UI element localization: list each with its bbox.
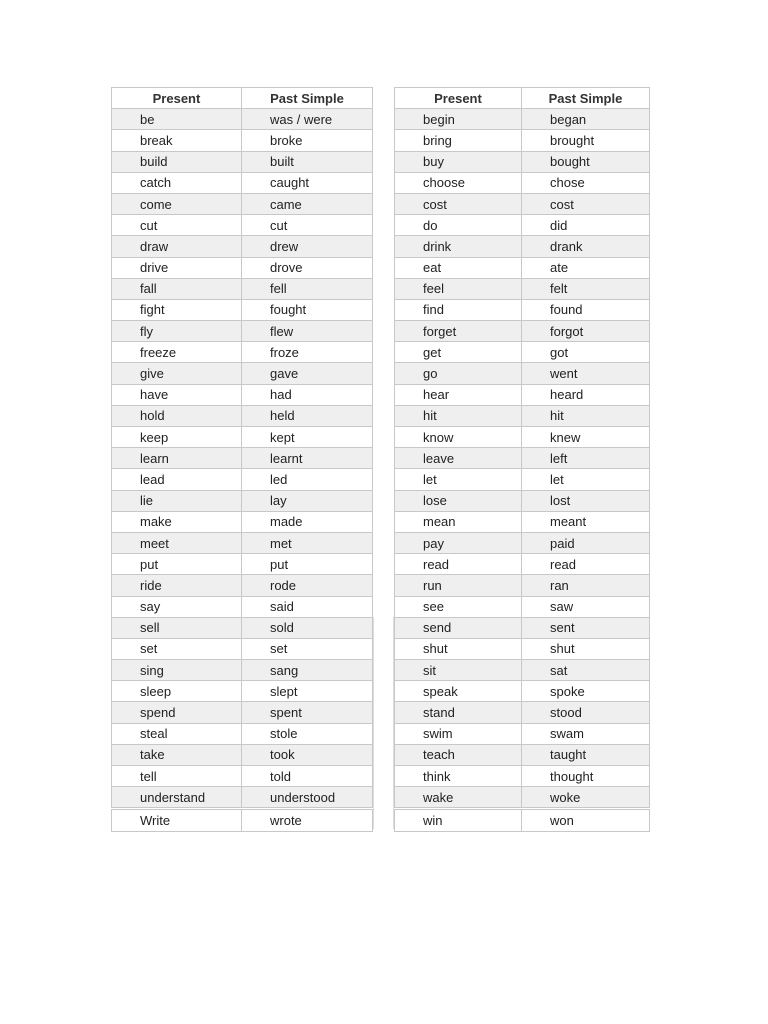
present-cell: drink [395,236,522,257]
present-cell: sit [395,660,522,681]
table-row [395,193,650,214]
past-simple-cell: met [242,532,373,553]
present-cell: fall [112,278,242,299]
past-simple-cell: sold [242,617,373,638]
present-cell: go [395,363,522,384]
present-cell: take [112,744,242,765]
present-cell: stand [395,702,522,723]
table-row [112,215,373,236]
present-cell: fight [112,299,242,320]
past-simple-cell: froze [242,342,373,363]
past-simple-cell: lay [242,490,373,511]
table-row [395,257,650,278]
table-row [395,321,650,342]
past-simple-cell: came [242,193,373,214]
table-row [395,172,650,193]
past-simple-cell: chose [522,172,650,193]
present-cell: tell [112,766,242,787]
past-simple-cell: kept [242,427,373,448]
table-row [395,511,650,532]
present-cell: do [395,215,522,236]
table-row [112,575,373,596]
header-present: Present [112,88,242,109]
table-row [112,532,373,553]
present-cell: ride [112,575,242,596]
past-simple-cell: spoke [522,681,650,702]
table-row [112,638,373,659]
past-simple-cell: shut [522,638,650,659]
table-row [112,236,373,257]
table-row [112,109,373,130]
table-row [112,384,373,405]
table-row [395,766,650,787]
present-cell: hear [395,384,522,405]
past-simple-cell: made [242,511,373,532]
table-row [112,681,373,702]
table-row [395,702,650,723]
table-row [395,278,650,299]
past-simple-cell: sang [242,660,373,681]
table-row [395,427,650,448]
table-row [112,723,373,744]
present-cell: pay [395,532,522,553]
present-cell: mean [395,511,522,532]
present-cell: draw [112,236,242,257]
past-simple-cell: flew [242,321,373,342]
table-row [112,363,373,384]
past-simple-cell: read [522,554,650,575]
present-cell: get [395,342,522,363]
table-row [112,702,373,723]
table-row [395,490,650,511]
table-row [395,384,650,405]
present-cell: lie [112,490,242,511]
past-simple-cell: cut [242,215,373,236]
past-simple-cell: stole [242,723,373,744]
past-simple-cell: sat [522,660,650,681]
past-simple-cell: meant [522,511,650,532]
table-row [112,448,373,469]
present-cell: teach [395,744,522,765]
table-row [112,596,373,617]
past-simple-cell: drew [242,236,373,257]
past-simple-cell: knew [522,427,650,448]
table-row [395,299,650,320]
past-simple-cell: caught [242,172,373,193]
table-row [395,617,650,638]
table-row [112,490,373,511]
irregular-verbs-table-left [111,87,373,832]
table-row [112,278,373,299]
table-row [395,723,650,744]
past-simple-cell: broke [242,130,373,151]
table-row [395,681,650,702]
present-cell: sell [112,617,242,638]
past-simple-cell: hit [522,405,650,426]
past-simple-cell: was / were [242,109,373,130]
present-cell: put [112,554,242,575]
present-cell: let [395,469,522,490]
present-cell: hit [395,405,522,426]
past-simple-cell: sent [522,617,650,638]
table-row [112,130,373,151]
past-simple-cell: lost [522,490,650,511]
table-row [112,660,373,681]
past-simple-cell: felt [522,278,650,299]
table-row [395,215,650,236]
present-cell: bring [395,130,522,151]
past-simple-cell: heard [522,384,650,405]
present-cell: learn [112,448,242,469]
table-row [395,638,650,659]
header-row [395,88,650,109]
past-simple-cell: learnt [242,448,373,469]
present-cell: break [112,130,242,151]
table-row [395,660,650,681]
table-row [112,766,373,787]
table-row [112,809,373,831]
table-row [112,469,373,490]
table-row [112,511,373,532]
table-row [112,299,373,320]
past-simple-cell: cost [522,193,650,214]
past-simple-cell: did [522,215,650,236]
past-simple-cell: fought [242,299,373,320]
present-cell: say [112,596,242,617]
present-cell: leave [395,448,522,469]
past-simple-cell: understood [242,787,373,809]
past-simple-cell: swam [522,723,650,744]
table-row [112,151,373,172]
table-row [112,787,373,809]
table-row [395,575,650,596]
present-cell: cut [112,215,242,236]
present-cell: sleep [112,681,242,702]
present-cell: steal [112,723,242,744]
present-cell: drive [112,257,242,278]
past-simple-cell: stood [522,702,650,723]
past-simple-cell: began [522,109,650,130]
past-simple-cell: paid [522,532,650,553]
past-simple-cell: let [522,469,650,490]
past-simple-cell: took [242,744,373,765]
present-cell: fly [112,321,242,342]
present-cell: be [112,109,242,130]
past-simple-cell: taught [522,744,650,765]
present-cell: Write [112,809,242,831]
table-row [112,405,373,426]
present-cell: choose [395,172,522,193]
table-row [395,405,650,426]
present-cell: shut [395,638,522,659]
past-simple-cell: set [242,638,373,659]
past-simple-cell: woke [522,787,650,809]
table-row [112,172,373,193]
table-row [395,554,650,575]
present-cell: meet [112,532,242,553]
present-cell: know [395,427,522,448]
header-past-simple: Past Simple [522,88,650,109]
present-cell: begin [395,109,522,130]
past-simple-cell: built [242,151,373,172]
present-cell: lead [112,469,242,490]
table-row [395,809,650,831]
table-row [395,469,650,490]
present-cell: hold [112,405,242,426]
header-present: Present [395,88,522,109]
present-cell: have [112,384,242,405]
present-cell: win [395,809,522,831]
present-cell: forget [395,321,522,342]
past-simple-cell: fell [242,278,373,299]
past-simple-cell: drove [242,257,373,278]
table-row [395,787,650,809]
present-cell: run [395,575,522,596]
past-simple-cell: said [242,596,373,617]
past-simple-cell: forgot [522,321,650,342]
past-simple-cell: bought [522,151,650,172]
present-cell: lose [395,490,522,511]
table-row [395,532,650,553]
table-row [112,744,373,765]
table-row [112,193,373,214]
header-past-simple: Past Simple [242,88,373,109]
table-row [112,554,373,575]
past-simple-cell: gave [242,363,373,384]
past-simple-cell: went [522,363,650,384]
past-simple-cell: held [242,405,373,426]
table-row [395,342,650,363]
present-cell: swim [395,723,522,744]
past-simple-cell: got [522,342,650,363]
past-simple-cell: slept [242,681,373,702]
past-simple-cell: drank [522,236,650,257]
past-simple-cell: left [522,448,650,469]
present-cell: spend [112,702,242,723]
past-simple-cell: rode [242,575,373,596]
past-simple-cell: led [242,469,373,490]
table-row [112,617,373,638]
table-row [112,257,373,278]
present-cell: make [112,511,242,532]
past-simple-cell: won [522,809,650,831]
table-row [112,342,373,363]
present-cell: set [112,638,242,659]
present-cell: read [395,554,522,575]
past-simple-cell: found [522,299,650,320]
table-row [395,109,650,130]
present-cell: speak [395,681,522,702]
past-simple-cell: spent [242,702,373,723]
table-row [395,151,650,172]
past-simple-cell: saw [522,596,650,617]
past-simple-cell: thought [522,766,650,787]
present-cell: build [112,151,242,172]
column-gap-divider [373,617,394,829]
table-row [395,363,650,384]
header-row [112,88,373,109]
past-simple-cell: ran [522,575,650,596]
present-cell: cost [395,193,522,214]
present-cell: send [395,617,522,638]
present-cell: see [395,596,522,617]
present-cell: freeze [112,342,242,363]
table-row [112,321,373,342]
table-row [395,448,650,469]
present-cell: catch [112,172,242,193]
present-cell: keep [112,427,242,448]
present-cell: feel [395,278,522,299]
past-simple-cell: told [242,766,373,787]
table-row [395,596,650,617]
present-cell: come [112,193,242,214]
table-row [395,744,650,765]
past-simple-cell: ate [522,257,650,278]
past-simple-cell: put [242,554,373,575]
present-cell: give [112,363,242,384]
present-cell: buy [395,151,522,172]
table-row [395,236,650,257]
present-cell: find [395,299,522,320]
irregular-verbs-table-right [394,87,650,832]
present-cell: sing [112,660,242,681]
present-cell: eat [395,257,522,278]
past-simple-cell: wrote [242,809,373,831]
table-row [112,427,373,448]
table-row [395,130,650,151]
past-simple-cell: had [242,384,373,405]
past-simple-cell: brought [522,130,650,151]
present-cell: understand [112,787,242,809]
present-cell: think [395,766,522,787]
present-cell: wake [395,787,522,809]
